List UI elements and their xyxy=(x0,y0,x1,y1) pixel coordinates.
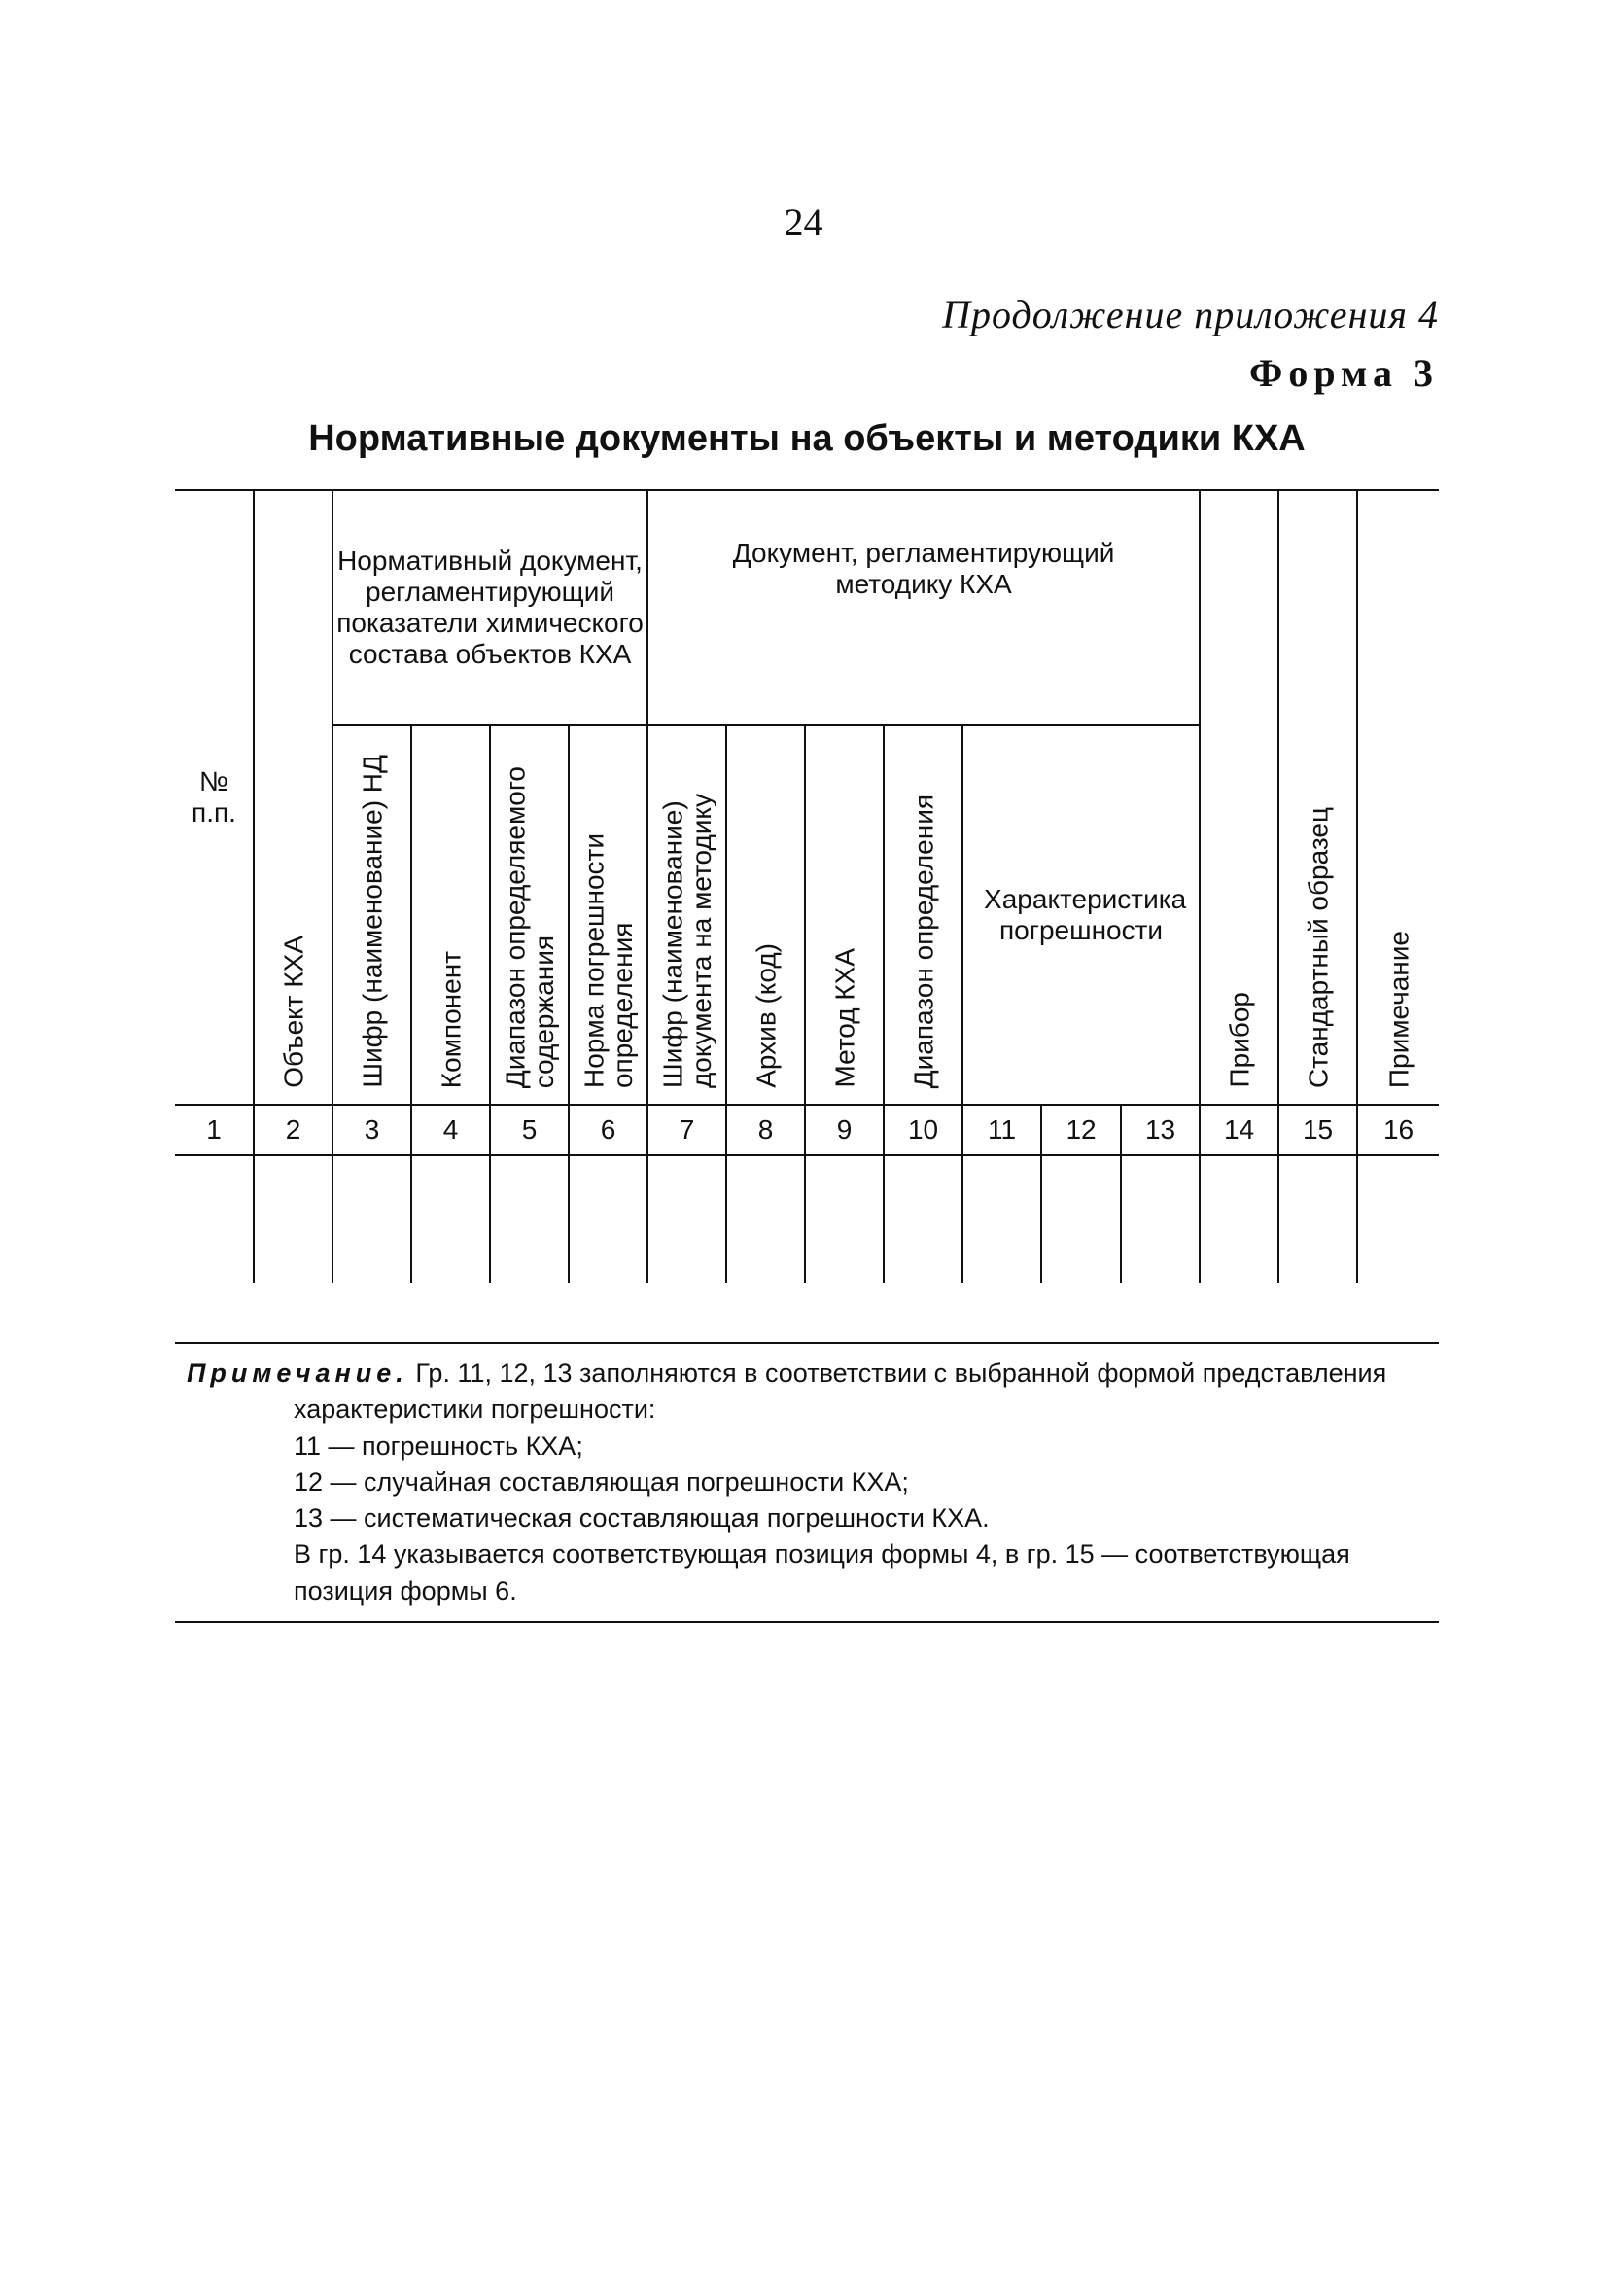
group-header-normative-doc: Нормативный документ, регламентирующий показатели химического состава объектов КХА xyxy=(332,490,647,725)
blank-cell xyxy=(1041,1155,1121,1283)
column-number: 14 xyxy=(1200,1105,1278,1155)
header-row-number: № п.п. xyxy=(175,490,254,1105)
column-number: 1 xyxy=(175,1105,254,1155)
header-standard-sample: Стандартный образец xyxy=(1278,490,1357,1105)
note-line: В гр. 14 указывается соответствующая позиция формы 4, в гр. 15 — соответствующая xyxy=(294,1539,1350,1570)
column-number: 6 xyxy=(569,1105,647,1155)
column-number: 11 xyxy=(962,1105,1041,1155)
blank-cell xyxy=(411,1155,490,1283)
blank-cell xyxy=(490,1155,569,1283)
note-line: 13 — систематическая составляющая погрешности КХА. xyxy=(294,1503,990,1533)
column-number: 5 xyxy=(490,1105,569,1155)
appendix-continuation: Продолжение приложения 4 xyxy=(942,293,1439,336)
group-header-method-doc: Документ, регламентирующий методику КХА xyxy=(647,490,1200,725)
header-archive-code: Архив (код) xyxy=(726,725,805,1105)
column-number: 8 xyxy=(726,1105,805,1155)
header-content-range: Диапазон определяемого содержания xyxy=(490,725,569,1105)
column-number: 4 xyxy=(411,1105,490,1155)
blank-entry-row xyxy=(175,1155,1439,1283)
blank-cell xyxy=(254,1155,332,1283)
note-line: 12 — случайная составляющая погрешности КХА; xyxy=(294,1466,909,1497)
note-label: Примечание. xyxy=(187,1359,408,1388)
group-header-error-characteristic: Характеристика погрешности xyxy=(962,725,1200,1105)
note-line: 11 — погрешность КХА; xyxy=(294,1431,583,1461)
blank-cell xyxy=(1200,1155,1278,1283)
blank-cell xyxy=(962,1155,1041,1283)
blank-cell xyxy=(569,1155,647,1283)
blank-cell xyxy=(1357,1155,1439,1283)
blank-cell xyxy=(1121,1155,1200,1283)
blank-cell xyxy=(805,1155,884,1283)
column-number: 3 xyxy=(332,1105,411,1155)
column-number: 12 xyxy=(1041,1105,1121,1155)
blank-cell xyxy=(884,1155,962,1283)
note-text: Гр. 11, 12, 13 заполняются в соответствии с выбранной формой представления xyxy=(415,1359,1387,1388)
header-component: Компонент xyxy=(411,725,490,1105)
note-line: характеристики погрешности: xyxy=(294,1395,656,1425)
header-error-norm: Норма погрешности определения xyxy=(569,725,647,1105)
blank-cell xyxy=(332,1155,411,1283)
blank-cell xyxy=(175,1155,254,1283)
column-numbers-row xyxy=(175,1105,1439,1155)
column-number: 13 xyxy=(1121,1105,1200,1155)
header-determination-range: Диапазон определения xyxy=(884,725,962,1105)
header-method: Метод КХА xyxy=(805,725,884,1105)
column-number: 9 xyxy=(805,1105,884,1155)
header-nd-code: Шифр (наименование) НД xyxy=(332,725,411,1105)
header-remark: Примечание xyxy=(1357,490,1439,1105)
column-number: 10 xyxy=(884,1105,962,1155)
document-title: Нормативные документы на объекты и методики КХА xyxy=(308,418,1306,459)
column-number: 15 xyxy=(1278,1105,1357,1155)
column-number: 16 xyxy=(1357,1105,1439,1155)
header-instrument: Прибор xyxy=(1200,490,1278,1105)
blank-cell xyxy=(726,1155,805,1283)
note-first-line xyxy=(175,1356,1439,1392)
form-label: Форма 3 xyxy=(1249,351,1439,395)
note-block xyxy=(175,1342,1439,1623)
header-object: Объект КХА xyxy=(254,490,332,1105)
column-number: 7 xyxy=(647,1105,726,1155)
note-line: позиция формы 6. xyxy=(294,1575,517,1606)
page-number: 24 xyxy=(784,200,823,244)
column-number: 2 xyxy=(254,1105,332,1155)
blank-cell xyxy=(1278,1155,1357,1283)
header-method-doc-code: Шифр (наименование) документа на методику xyxy=(647,725,726,1105)
form-table xyxy=(175,489,1439,1283)
blank-cell xyxy=(647,1155,726,1283)
